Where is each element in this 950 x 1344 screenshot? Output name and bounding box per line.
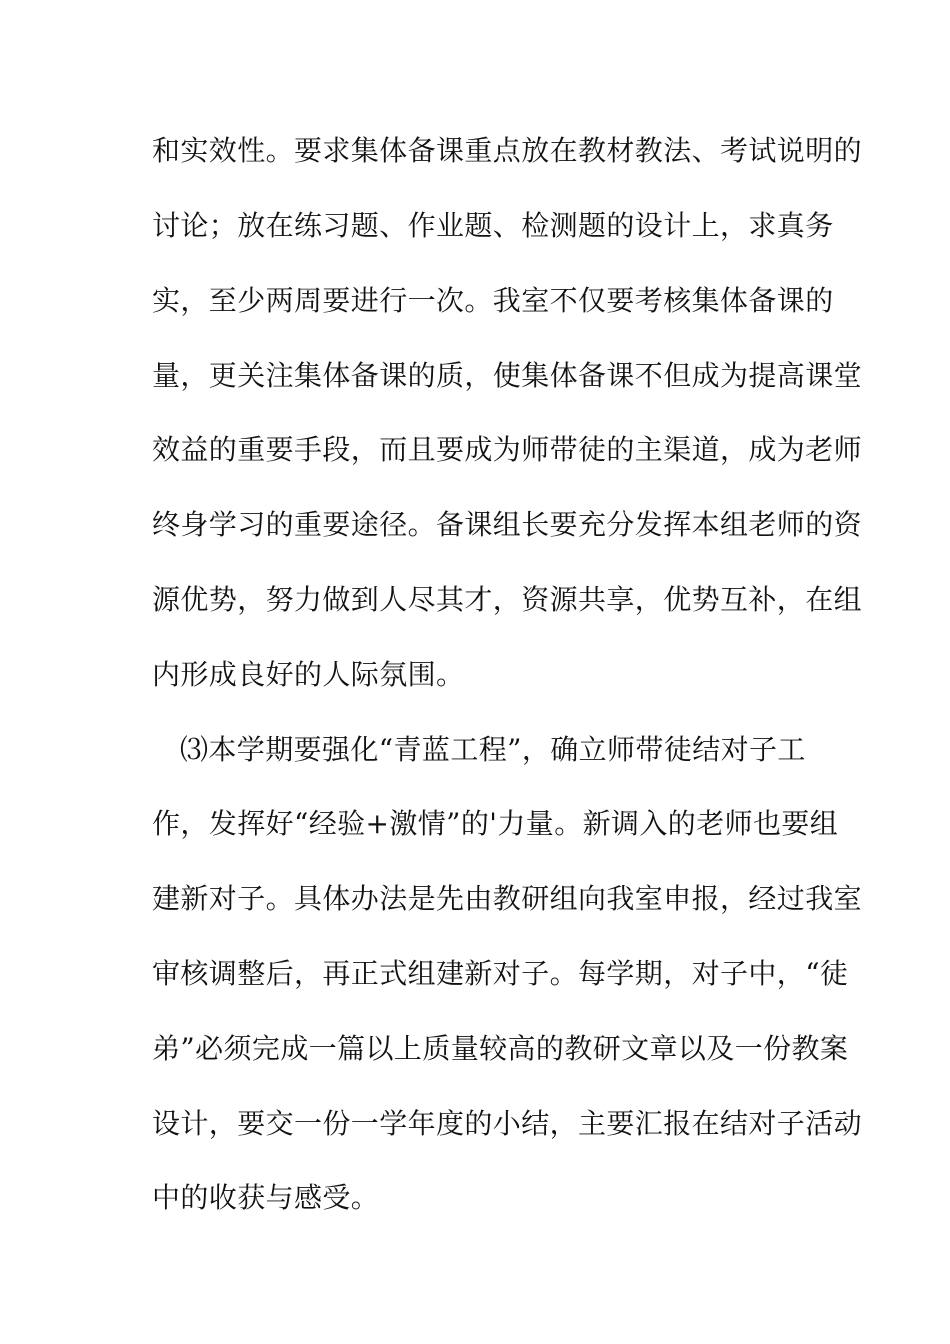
paragraph-1-line-2: 讨论；放在练习题、作业题、检测题的设计上，求真务 xyxy=(152,209,834,242)
paragraph-2-line-4: 审核调整后，再正式组建新对子。每学期，对子中，“徒 xyxy=(152,957,849,990)
paragraph-1-line-3: 实，至少两周要进行一次。我室不仅要考核集体备课的 xyxy=(152,284,834,317)
paragraph-1-line-4: 量，更关注集体备课的质，使集体备课不但成为提高课堂 xyxy=(152,359,863,392)
paragraph-1-line-7: 源优势，努力做到人尽其才，资源共享，优势互补，在组 xyxy=(152,583,863,616)
paragraph-2-line-6: 设计，要交一份一学年度的小结，主要汇报在结对子活动 xyxy=(152,1107,863,1140)
paragraph-1-line-6: 终身学习的重要途径。备课组长要充分发挥本组老师的资 xyxy=(152,508,863,541)
paragraph-1-line-1: 和实效性。要求集体备课重点放在教材教法、考试说明的 xyxy=(152,134,863,167)
paragraph-2-line-3: 建新对子。具体办法是先由教研组向我室申报，经过我室 xyxy=(152,882,863,915)
paragraph-2-line-5: 弟”必须完成一篇以上质量较高的教研文章以及一份教案 xyxy=(152,1032,849,1065)
paragraph-2-line-1: ⑶本学期要强化“青蓝工程”，确立师带徒结对子工 xyxy=(180,733,806,766)
paragraph-1-line-8: 内形成良好的人际氛围。 xyxy=(152,658,465,691)
paragraph-1-line-5: 效益的重要手段，而且要成为师带徒的主渠道，成为老师 xyxy=(152,433,863,466)
paragraph-2-line-7: 中的收获与感受。 xyxy=(152,1181,380,1214)
paragraph-2-line-2: 作，发挥好“经验+激情”的'力量。新调入的老师也要组 xyxy=(152,807,839,840)
